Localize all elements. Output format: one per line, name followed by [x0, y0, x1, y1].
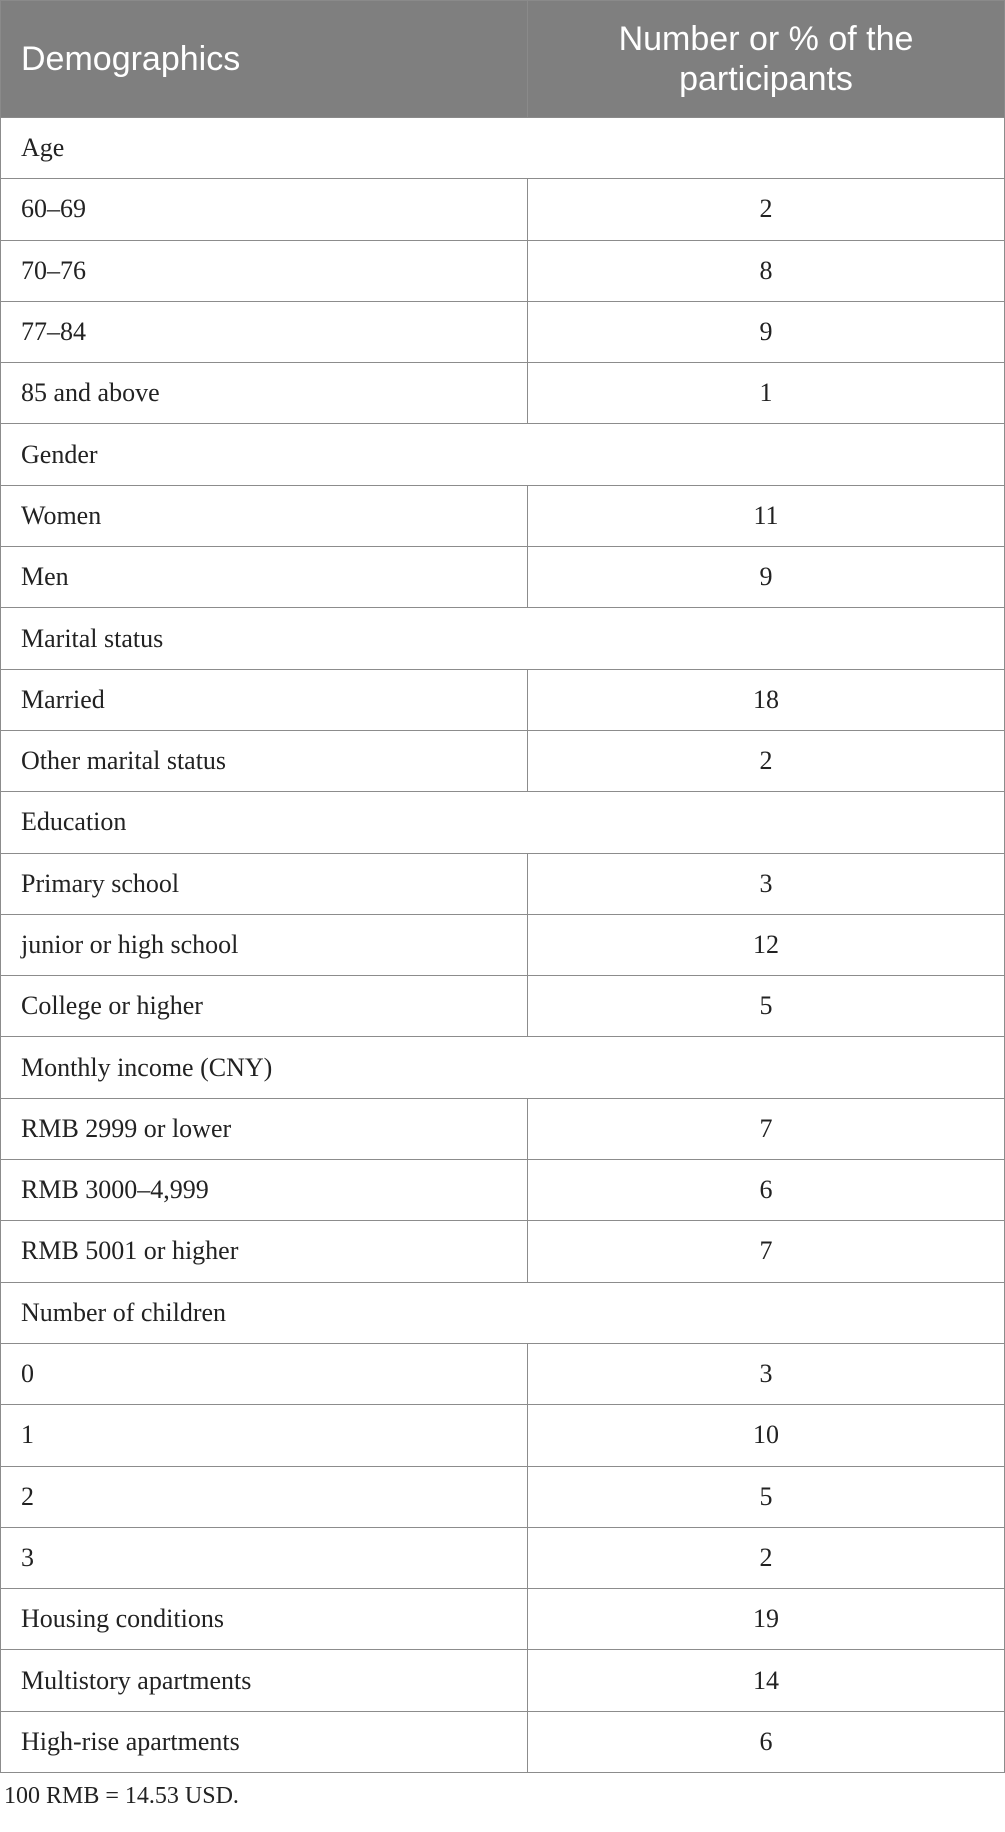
table-row	[1, 853, 1005, 914]
row-value: 10	[528, 1405, 1005, 1466]
section-label: Age	[1, 118, 1005, 179]
header-demographics: Demographics	[1, 1, 528, 118]
table-row	[1, 547, 1005, 608]
row-label: 70–76	[1, 240, 528, 301]
table-row	[1, 1466, 1005, 1527]
table-row	[1, 1527, 1005, 1588]
row-value: 11	[528, 485, 1005, 546]
table-row	[1, 363, 1005, 424]
table-row	[1, 1343, 1005, 1404]
section-header-row	[1, 118, 1005, 179]
section-header-row	[1, 608, 1005, 669]
row-label: 60–69	[1, 179, 528, 240]
row-label: Primary school	[1, 853, 528, 914]
row-label: 77–84	[1, 301, 528, 362]
table-row	[1, 1405, 1005, 1466]
row-value: 3	[528, 1343, 1005, 1404]
section-header-row	[1, 792, 1005, 853]
row-value: 1	[528, 363, 1005, 424]
section-header-row	[1, 1037, 1005, 1098]
row-label: Other marital status	[1, 730, 528, 791]
table-row	[1, 730, 1005, 791]
table-row	[1, 1160, 1005, 1221]
table-row	[1, 1589, 1005, 1650]
row-label: Men	[1, 547, 528, 608]
row-label: Married	[1, 669, 528, 730]
table-row	[1, 1098, 1005, 1159]
row-value: 12	[528, 914, 1005, 975]
row-value: 19	[528, 1589, 1005, 1650]
section-label: Number of children	[1, 1282, 1005, 1343]
row-value: 14	[528, 1650, 1005, 1711]
row-label: High-rise apartments	[1, 1711, 528, 1772]
table-row	[1, 179, 1005, 240]
table-row	[1, 1221, 1005, 1282]
section-header-row	[1, 1282, 1005, 1343]
table-row	[1, 485, 1005, 546]
row-label: Women	[1, 485, 528, 546]
row-value: 2	[528, 179, 1005, 240]
row-label: junior or high school	[1, 914, 528, 975]
row-value: 6	[528, 1160, 1005, 1221]
section-header-row	[1, 424, 1005, 485]
row-value: 2	[528, 730, 1005, 791]
table-row	[1, 1650, 1005, 1711]
table-row	[1, 301, 1005, 362]
row-label: Housing conditions	[1, 1589, 528, 1650]
row-label: RMB 5001 or higher	[1, 1221, 528, 1282]
row-value: 9	[528, 547, 1005, 608]
row-value: 7	[528, 1098, 1005, 1159]
row-value: 18	[528, 669, 1005, 730]
table-row	[1, 240, 1005, 301]
row-label: 1	[1, 1405, 528, 1466]
row-value: 7	[528, 1221, 1005, 1282]
row-label: RMB 3000–4,999	[1, 1160, 528, 1221]
row-label: 85 and above	[1, 363, 528, 424]
header-participants-line1: Number or % of the	[618, 20, 914, 58]
section-label: Monthly income (CNY)	[1, 1037, 1005, 1098]
row-value: 5	[528, 1466, 1005, 1527]
table-row	[1, 914, 1005, 975]
row-label: 2	[1, 1466, 528, 1527]
row-label: RMB 2999 or lower	[1, 1098, 528, 1159]
table-row	[1, 669, 1005, 730]
header-participants-line2: participants	[679, 60, 853, 98]
table-body	[1, 118, 1005, 1773]
section-label: Education	[1, 792, 1005, 853]
row-label: 3	[1, 1527, 528, 1588]
row-value: 5	[528, 976, 1005, 1037]
row-label: Multistory apartments	[1, 1650, 528, 1711]
section-label: Marital status	[1, 608, 1005, 669]
header-participants	[528, 1, 1005, 118]
row-value: 2	[528, 1527, 1005, 1588]
row-value: 9	[528, 301, 1005, 362]
table-footnote: 100 RMB = 14.53 USD.	[4, 1783, 239, 1810]
table-row	[1, 976, 1005, 1037]
table-header-row	[1, 1, 1005, 118]
section-label: Gender	[1, 424, 1005, 485]
table-row	[1, 1711, 1005, 1772]
row-value: 6	[528, 1711, 1005, 1772]
row-label: College or higher	[1, 976, 528, 1037]
row-value: 8	[528, 240, 1005, 301]
row-value: 3	[528, 853, 1005, 914]
row-label: 0	[1, 1343, 528, 1404]
